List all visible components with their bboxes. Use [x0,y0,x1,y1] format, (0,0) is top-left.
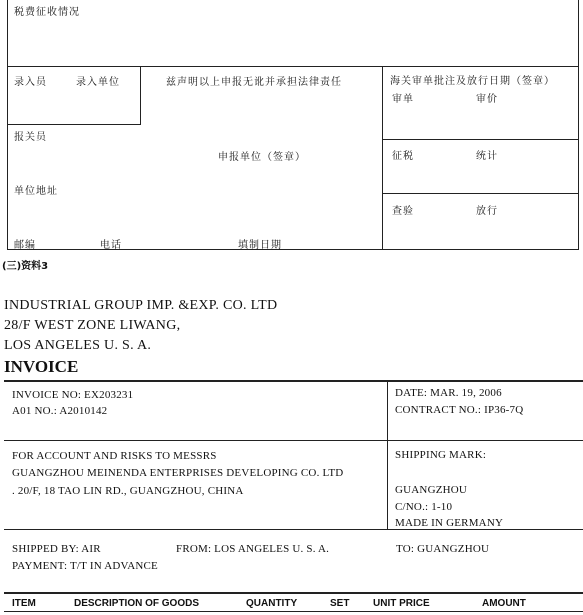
shipped-by: SHIPPED BY: AIR [12,543,101,555]
fill-date-label: 填制日期 [238,240,282,251]
invoice-column-divider [387,381,388,529]
payment-terms: PAYMENT: T/T IN ADVANCE [12,560,158,572]
shipping-mark-line: GUANGZHOU [395,484,468,496]
invoice-title: INVOICE [4,357,79,376]
column-header: UNIT PRICE [373,598,430,609]
column-header: ITEM [12,598,36,609]
shipping-mark-line: C/NO.: 1-10 [395,501,453,513]
unit-address-label: 单位地址 [14,186,58,197]
phone-label: 电话 [100,240,122,251]
columns-top-rule [4,592,583,594]
declarant-unit-label: 申报单位（签章） [218,152,306,163]
shipping-mark-line: MADE IN GERMANY [395,517,504,529]
entry-clerk-label: 录入员 [14,77,47,88]
form-divider [7,124,141,125]
invoice-rule [4,380,583,382]
shipped-to: TO: GUANGZHOU [396,543,490,555]
form-divider [382,66,383,250]
inspection-label: 查验 [392,206,414,217]
shipping-mark-label: SHIPPING MARK: [395,449,487,461]
broker-label: 报关员 [14,132,47,143]
columns-bottom-rule [4,611,583,612]
company-address-line2: LOS ANGELES U. S. A. [4,338,152,353]
invoice-rule [4,440,583,441]
column-header: QUANTITY [246,598,298,609]
tax-status-label: 税费征收情况 [14,7,80,18]
a01-number: A01 NO.: A2010142 [12,405,108,417]
account-line: GUANGZHOU MEINENDA ENTERPRISES DEVELOPING CO. LTD [12,467,344,479]
declaration-text: 兹声明以上申报无讹并承担法律责任 [166,77,342,88]
invoice-rule [4,529,583,530]
review-price-label: 审价 [476,94,498,105]
company-address-line1: 28/F WEST ZONE LIWANG, [4,318,181,333]
company-name: INDUSTRIAL GROUP IMP. &EXP. CO. LTD [4,298,278,313]
form-divider [382,139,578,140]
entry-unit-label: 录入单位 [76,77,120,88]
invoice-number: INVOICE NO: EX203231 [12,389,134,401]
form-divider [140,66,141,124]
account-line: FOR ACCOUNT AND RISKS TO MESSRS [12,450,217,462]
form-divider [7,66,578,67]
stats-label: 统计 [476,151,498,162]
postcode-label: 邮编 [14,240,36,251]
tax-label: 征税 [392,151,414,162]
release-label: 放行 [476,206,498,217]
account-line: . 20/F, 18 TAO LIN RD., GUANGZHOU, CHINA [12,485,244,497]
column-header: AMOUNT [482,598,526,609]
section-label: (三)资料3 [2,261,49,272]
column-header: SET [330,598,350,609]
customs-approval-label: 海关审单批注及放行日期（签章） [390,76,555,87]
contract-number: CONTRACT NO.: IP36-7Q [395,404,524,416]
form-divider [382,193,578,194]
invoice-date: DATE: MAR. 19, 2006 [395,387,502,399]
shipped-from: FROM: LOS ANGELES U. S. A. [176,543,330,555]
review-doc-label: 审单 [392,94,414,105]
column-header: DESCRIPTION OF GOODS [74,598,200,609]
